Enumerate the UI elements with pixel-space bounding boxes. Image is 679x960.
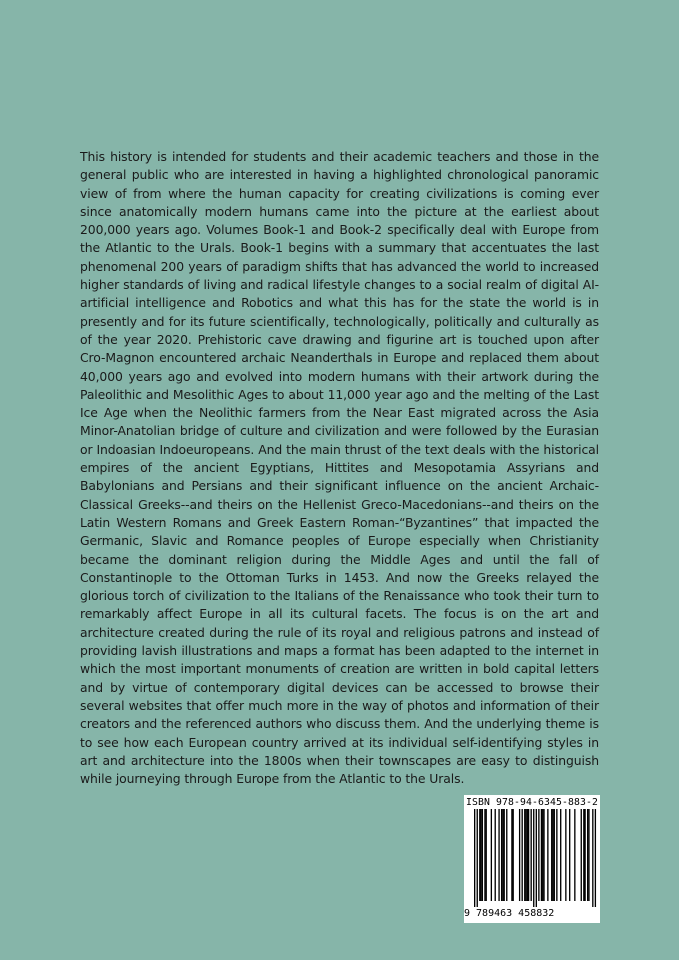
- barcode-bar: [538, 809, 539, 901]
- barcode-bar: [527, 809, 528, 901]
- barcode-guard-bar: [533, 809, 534, 907]
- barcode-guard-bar: [477, 809, 478, 907]
- barcode-bar: [574, 809, 575, 901]
- barcode-bar: [528, 809, 529, 901]
- barcode-bar: [525, 809, 526, 901]
- barcode-guard-bar: [595, 809, 596, 907]
- barcode-bar: [504, 809, 505, 901]
- barcode-bar: [531, 809, 532, 901]
- isbn-label: ISBN 978-94-6345-883-2: [466, 797, 598, 808]
- barcode-bar: [584, 809, 585, 901]
- barcode-bar: [511, 809, 512, 901]
- barcode-bar: [552, 809, 553, 901]
- barcode-bar: [551, 809, 552, 901]
- barcode-bar: [522, 809, 523, 901]
- barcode-bar: [581, 809, 582, 901]
- barcode-bar: [560, 809, 561, 901]
- barcode-guard-bar: [592, 809, 593, 907]
- barcode-bar: [480, 809, 481, 901]
- barcode-bar: [502, 809, 503, 901]
- barcode-bar: [547, 809, 548, 901]
- barcode-bar: [542, 809, 543, 901]
- barcode-bar: [479, 809, 480, 901]
- barcode-bar: [588, 809, 589, 901]
- barcode-guard-bar: [536, 809, 537, 907]
- barcode-bar: [498, 809, 499, 901]
- barcode-bars: [464, 809, 600, 907]
- barcode-bar: [486, 809, 487, 901]
- barcode-bar: [541, 809, 542, 901]
- barcode-bar: [565, 809, 566, 901]
- isbn-barcode: [464, 795, 600, 923]
- barcode-bar: [556, 809, 557, 901]
- barcode-bar: [484, 809, 485, 901]
- barcode-bar: [554, 809, 555, 901]
- isbn-digits: 9 789463 458832: [464, 908, 555, 919]
- barcode-bar: [495, 809, 496, 901]
- barcode-bar: [501, 809, 502, 901]
- barcode-guard-bar: [474, 809, 475, 907]
- barcode-bar: [583, 809, 584, 901]
- barcode-bar: [569, 809, 570, 901]
- barcode-bar: [506, 809, 507, 901]
- barcode-bar: [491, 809, 492, 901]
- barcode-bar: [482, 809, 483, 901]
- barcode-bar: [519, 809, 520, 901]
- barcode-bar: [513, 809, 514, 901]
- back-cover-blurb: This history is intended for students and their academic teachers and those in the general public who are interested in having a highlighted chronological panoramic view of from where the human capacity for creating civilizations is coming ever since anatomically modern humans came into the picture at the earliest about 200,000 years ago. Volumes Book-1 and Book-2 specifically deal with Europe from the Atlantic to the Urals. Book-1 begins with a summary that accentuates the last phenomenal 200 years of paradigm shifts that has advanced the world to increased higher standards of living and radical lifestyle changes to a social realm of digital AI-artificial intelligence and Robotics and what this has for the state the world is in presently and for its future scientifically, technologically, politically and culturally as of the year 2020. Prehistoric cave drawing and figurine art is touched upon after Cro-Magnon encountered archaic Neanderthals in Europe and replaced them about 40,000 years ago and evolved into modern humans with their artwork during the Paleolithic and Mesolithic Ages to about 11,000 year ago and the melting of the Last Ice Age when the Neolithic farmers from the Near East migrated across the Asia Minor-Anatolian bridge of culture and civilization and were followed by the Eurasian or Indoasian Indoeuropeans. And the main thrust of the text deals with the historical empires of the ancient Egyptians, Hittites and Mesopotamia Assyrians and Babylonians and Persians and their significant influence on the ancient Archaic-Classical Greeks--and theirs on the Hellenist Greco-Macedonians--and theirs on the Latin Western Romans and Greek Eastern Roman-“Byzantines” that impacted the Germanic, Slavic and Romance peoples of Europe especially when Christianity became the dominant religion during the Middle Ages and until the fall of Constantinople to the Ottoman Turks in 1453. And now the Greeks relayed the glorious torch of civilization to the Italians of the Renaissance who took their turn to remarkably affect Europe in all its cultural facets. The focus is on the art and architecture created during the rule of its royal and religious patrons and instead of providing lavish illustrations and maps a format has been adapted to the internet in which the most important monuments of creation are written in bold capital letters and by virtue of contemporary digital devices can be accessed to browse their several websites that offer much more in the way of photos and information of their creators and the referenced authors who discuss them. And the underlying theme is to see how each European country arrived at its individual self-identifying styles in art and architecture into the 1800s when their townscapes are easy to distinguish while journeying through Europe from the Atlantic to the Urals.: [80, 149, 599, 787]
- barcode-bar: [543, 809, 544, 901]
- barcode-bar: [524, 809, 525, 901]
- barcode-bar: [587, 809, 588, 901]
